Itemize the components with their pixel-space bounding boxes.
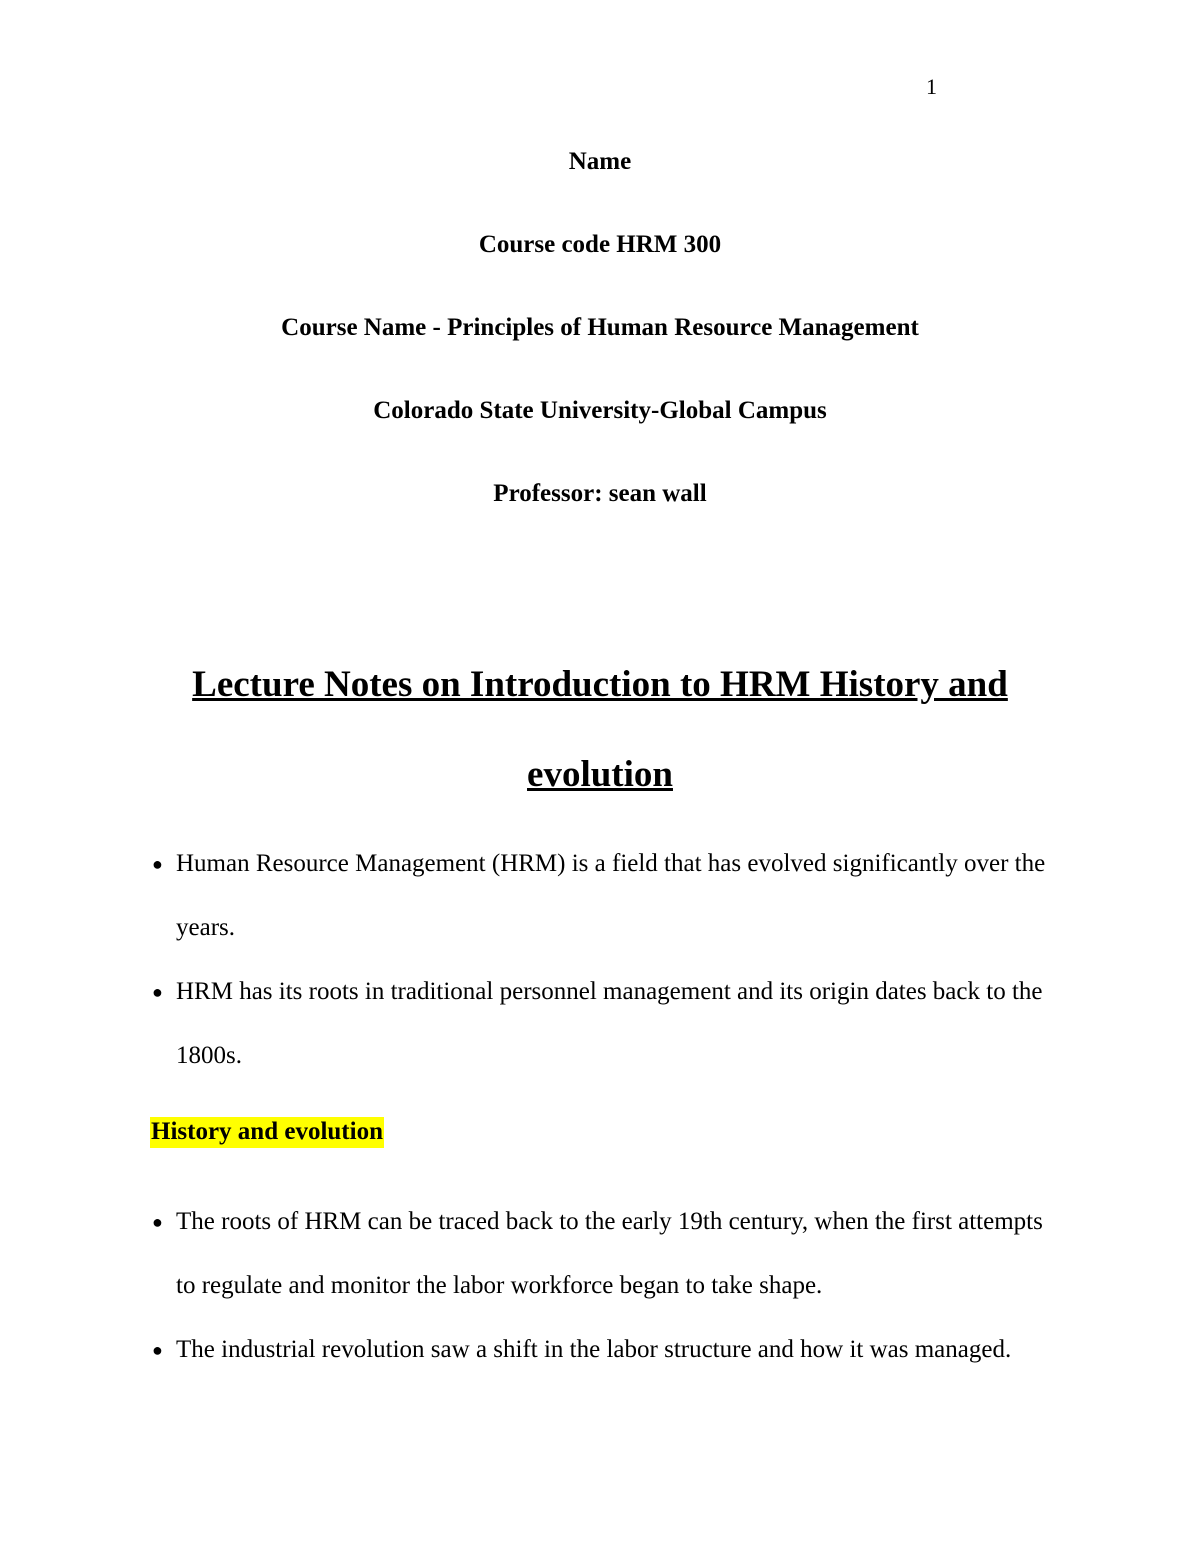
intro-bullet-list bbox=[150, 832, 1050, 1088]
list-item bbox=[150, 960, 1050, 1088]
bullet-icon: ● bbox=[152, 982, 163, 1002]
bullet-icon: ● bbox=[152, 1212, 163, 1232]
list-item-text: HRM has its roots in traditional personnel management and its origin dates back to the 1800s. bbox=[176, 978, 1043, 1069]
list-item-text: The industrial revolution saw a shift in the labor structure and how it was managed. bbox=[176, 1336, 1012, 1363]
bullet-icon: ● bbox=[152, 854, 163, 874]
course-code: Course code HRM 300 bbox=[478, 231, 722, 258]
university-name: Colorado State University-Global Campus bbox=[373, 397, 827, 424]
title-block bbox=[0, 143, 1200, 558]
list-item bbox=[150, 832, 1050, 960]
course-name: Course Name - Principles of Human Resource Management bbox=[281, 314, 919, 341]
list-item-text: The roots of HRM can be traced back to the early 19th century, when the first attempts to regulate and monitor the labor workforce began to take shape. bbox=[176, 1208, 1043, 1299]
section-heading bbox=[150, 1113, 384, 1151]
lecture-title: Lecture Notes on Introduction to HRM History and evolution bbox=[192, 664, 1008, 795]
professor-name: Professor: sean wall bbox=[493, 480, 707, 507]
page-number: 1 bbox=[926, 74, 937, 99]
list-item bbox=[150, 1190, 1050, 1318]
bullet-icon: ● bbox=[152, 1340, 163, 1360]
list-item-text: Human Resource Management (HRM) is a field that has evolved significantly over the years. bbox=[176, 850, 1046, 941]
student-name: Name bbox=[568, 148, 632, 175]
history-bullet-list bbox=[150, 1190, 1050, 1382]
list-item bbox=[150, 1318, 1050, 1382]
section-heading-text: History and evolution bbox=[150, 1117, 384, 1148]
